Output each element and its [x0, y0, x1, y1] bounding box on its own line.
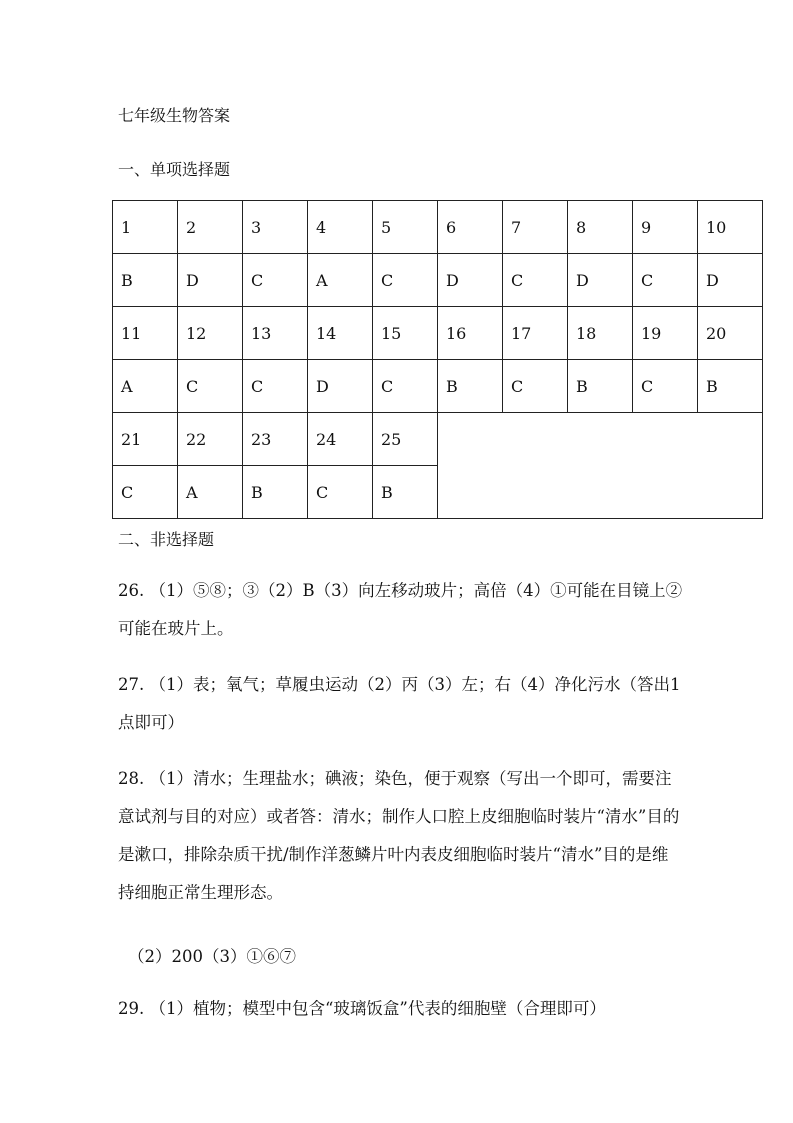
- question-number-cell: 4: [308, 201, 373, 254]
- answer-cell: D: [178, 254, 243, 307]
- answer-cell: C: [308, 466, 373, 519]
- answer-cell: D: [568, 254, 633, 307]
- question-number-cell: 23: [243, 413, 308, 466]
- question-number-cell: 14: [308, 307, 373, 360]
- answer-paragraph-28: 28. （1）清水；生理盐水；碘液；染色，便于观察（写出一个即可，需要注意试剂与目的对应）或者答：清水；制作人口腔上皮细胞临时装片“清水”目的是漱口，排除杂质干扰/制作洋葱鳞片叶内表皮细胞临时装片“清水”目的是维持细胞正常生理形态。: [118, 769, 680, 902]
- question-number-cell: 20: [698, 307, 763, 360]
- table-row-answers-2: [113, 360, 763, 413]
- question-number-cell: 17: [503, 307, 568, 360]
- answer-cell: B: [568, 360, 633, 413]
- answer-cell: C: [633, 360, 698, 413]
- answer-cell: C: [373, 254, 438, 307]
- question-number-cell: 1: [113, 201, 178, 254]
- answer-cell: B: [438, 360, 503, 413]
- section-heading-non-choice: 二、非选择题: [118, 530, 215, 549]
- section-heading-single-choice: 一、单项选择题: [118, 160, 231, 179]
- table-row-numbers-3: [113, 413, 763, 466]
- answer-table: [112, 200, 763, 519]
- question-number-cell: 13: [243, 307, 308, 360]
- question-number-cell: 12: [178, 307, 243, 360]
- question-number-cell: 25: [373, 413, 438, 466]
- answer-cell: D: [308, 360, 373, 413]
- question-number-cell: 22: [178, 413, 243, 466]
- empty-merged-cell: [438, 413, 763, 519]
- answer-cell: C: [243, 254, 308, 307]
- question-number-cell: 9: [633, 201, 698, 254]
- question-number-cell: 18: [568, 307, 633, 360]
- answer-cell: C: [113, 466, 178, 519]
- answer-cell: C: [373, 360, 438, 413]
- question-number-cell: 11: [113, 307, 178, 360]
- answer-cell: C: [503, 360, 568, 413]
- question-number-cell: 3: [243, 201, 308, 254]
- answer-cell: D: [698, 254, 763, 307]
- question-number-cell: 8: [568, 201, 633, 254]
- answer-cell: C: [503, 254, 568, 307]
- question-number-cell: 16: [438, 307, 503, 360]
- answer-cell: A: [308, 254, 373, 307]
- question-number-cell: 19: [633, 307, 698, 360]
- answer-cell: B: [698, 360, 763, 413]
- answer-cell: C: [243, 360, 308, 413]
- question-number-cell: 21: [113, 413, 178, 466]
- question-number-cell: 5: [373, 201, 438, 254]
- answer-paragraph-26: 26. （1）⑤⑧；③（2）B（3）向左移动玻片；高倍（4）①可能在目镜上②可能在玻片上。: [118, 581, 683, 638]
- answer-cell: D: [438, 254, 503, 307]
- answer-cell: A: [113, 360, 178, 413]
- question-number-cell: 7: [503, 201, 568, 254]
- answer-cell: A: [178, 466, 243, 519]
- question-number-cell: 2: [178, 201, 243, 254]
- answer-cell: B: [113, 254, 178, 307]
- answer-paragraph-28-part2: （2）200（3）①⑥⑦: [128, 947, 296, 966]
- answer-cell: C: [633, 254, 698, 307]
- answer-cell: B: [373, 466, 438, 519]
- table-row-numbers-2: [113, 307, 763, 360]
- answer-cell: B: [243, 466, 308, 519]
- question-number-cell: 15: [373, 307, 438, 360]
- question-number-cell: 6: [438, 201, 503, 254]
- table-row-answers-1: [113, 254, 763, 307]
- question-number-cell: 24: [308, 413, 373, 466]
- question-number-cell: 10: [698, 201, 763, 254]
- answer-paragraph-29: 29. （1）植物；模型中包含“玻璃饭盒”代表的细胞壁（合理即可）: [118, 999, 606, 1018]
- document-title: 七年级生物答案: [118, 106, 231, 125]
- table-row-numbers-1: [113, 201, 763, 254]
- answer-paragraph-27: 27. （1）表；氧气；草履虫运动（2）丙（3）左；右（4）净化污水（答出1点即可）: [118, 675, 681, 732]
- answer-cell: C: [178, 360, 243, 413]
